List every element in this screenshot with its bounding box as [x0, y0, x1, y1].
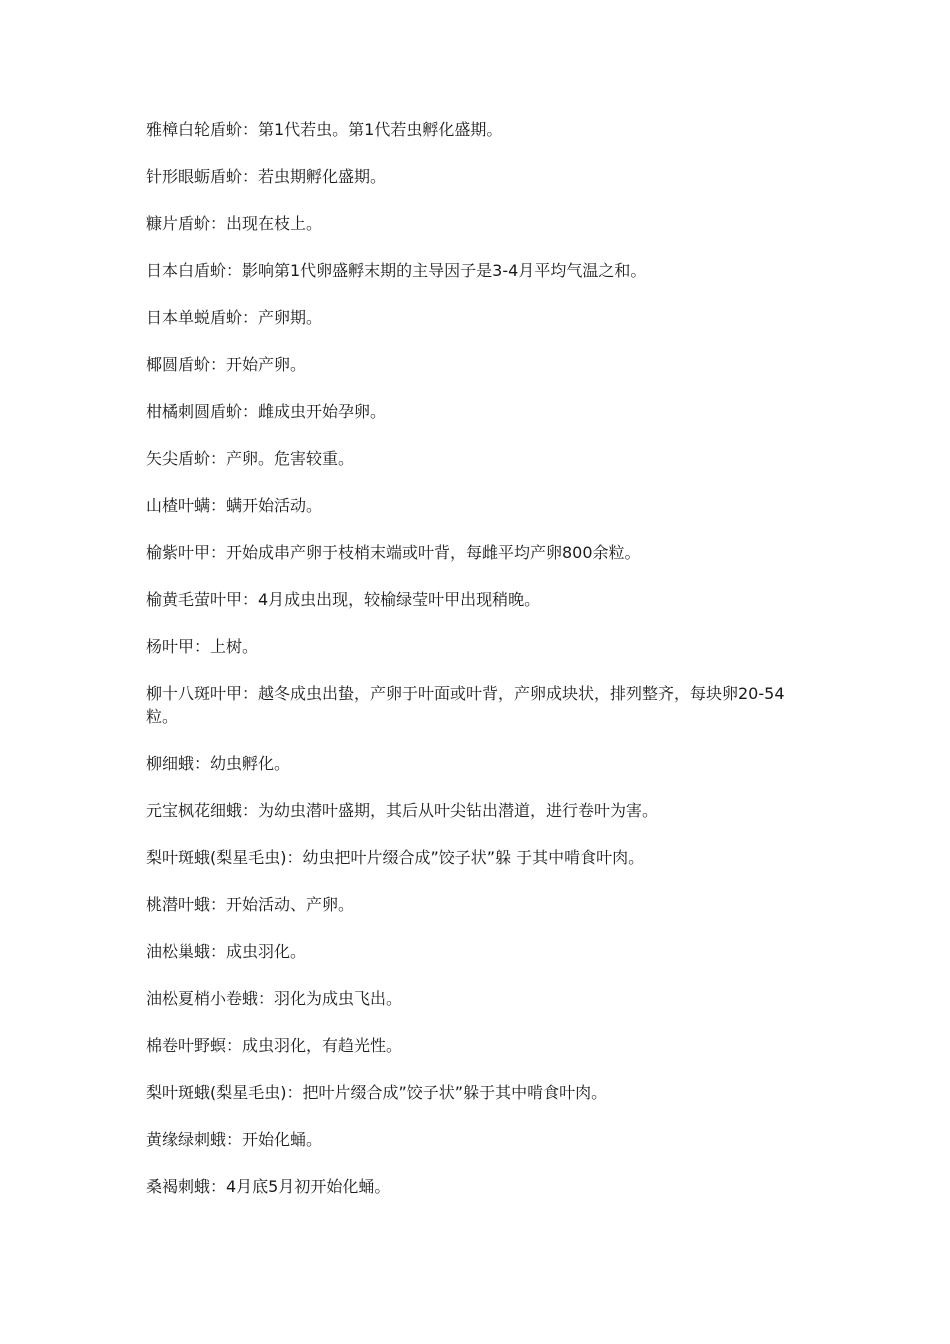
pest-entry: 糠片盾蚧：出现在枝上。: [146, 214, 323, 233]
pest-entry-list: [146, 118, 811, 1222]
pest-entry: 日本白盾蚧：影响第1代卵盛孵末期的主导因子是3-4月平均气温之和。: [146, 261, 647, 280]
pest-entry: 棉卷叶野螟：成虫羽化，有趋光性。: [146, 1036, 403, 1055]
pest-entry: 针形眼蛎盾蚧：若虫期孵化盛期。: [146, 167, 387, 186]
pest-entry: 雅樟白轮盾蚧：第1代若虫。第1代若虫孵化盛期。: [146, 120, 503, 139]
pest-entry: 榆黄毛萤叶甲：4月成虫出现，较榆绿莹叶甲出现稍晚。: [146, 590, 541, 609]
pest-entry: 油松巢蛾：成虫羽化。: [146, 942, 307, 961]
pest-entry: 梨叶斑蛾(梨星毛虫)：幼虫把叶片缀合成”饺子状”躲 于其中啃食叶肉。: [146, 848, 645, 867]
pest-entry: 桑褐刺蛾：4月底5月初开始化蛹。: [146, 1177, 391, 1196]
pest-entry: 元宝枫花细蛾：为幼虫潜叶盛期，其后从叶尖钻出潜道，进行卷叶为害。: [146, 801, 659, 820]
pest-entry: 油松夏梢小卷蛾：羽化为成虫飞出。: [146, 989, 403, 1008]
pest-entry: 柳十八斑叶甲：越冬成虫出蛰，产卵于叶面或叶背，产卵成块状，排列整齐，每块卵20-54粒。: [146, 684, 785, 726]
pest-entry: 梨叶斑蛾(梨星毛虫)：把叶片缀合成”饺子状”躲于其中啃食叶肉。: [146, 1083, 608, 1102]
pest-entry: 杨叶甲：上树。: [146, 637, 259, 656]
pest-entry: 矢尖盾蚧：产卵。危害较重。: [146, 449, 355, 468]
pest-entry: 榆紫叶甲：开始成串产卵于枝梢末端或叶背，每雌平均产卵800余粒。: [146, 543, 641, 562]
pest-entry: 柑橘刺圆盾蚧：雌成虫开始孕卵。: [146, 402, 387, 421]
pest-entry: 桃潜叶蛾：开始活动、产卵。: [146, 895, 355, 914]
pest-entry: 柳细蛾：幼虫孵化。: [146, 754, 291, 773]
pest-entry: 山楂叶螨：螨开始活动。: [146, 496, 323, 515]
pest-entry: 日本单蜕盾蚧：产卵期。: [146, 308, 323, 327]
pest-entry: 椰圆盾蚧：开始产卵。: [146, 355, 307, 374]
pest-entry: 黄缘绿刺蛾：开始化蛹。: [146, 1130, 323, 1149]
